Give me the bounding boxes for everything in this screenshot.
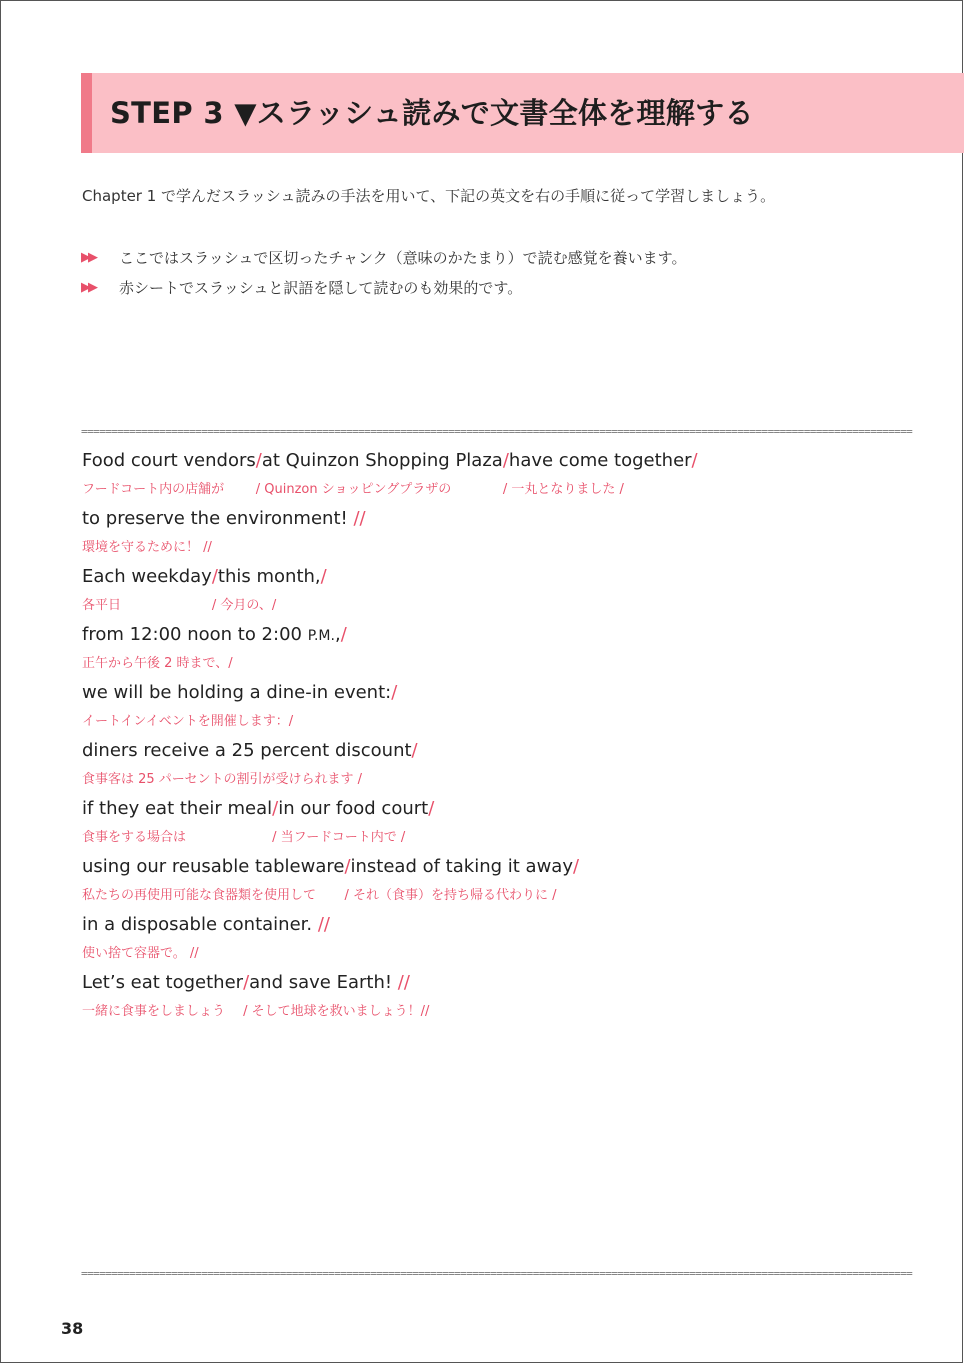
bullet-text: ここではスラッシュで区切ったチャンク（意味のかたまり）で読む感覚を養います。: [119, 249, 687, 267]
page-number: 38: [61, 1319, 84, 1338]
english-chunk: using our reusable tableware: [82, 856, 345, 877]
japanese-gloss: / 今月の、/: [211, 598, 277, 613]
english-chunk: to preserve the environment!: [82, 508, 354, 529]
english-chunk: if they eat their meal: [82, 798, 273, 819]
english-chunk: have come together: [508, 450, 692, 471]
slash-mark: /: [502, 450, 509, 471]
english-line: [82, 738, 698, 764]
japanese-gloss: / それ（食事）を持ち帰る代わりに /: [344, 888, 557, 903]
japanese-gloss-line: [82, 822, 698, 854]
japanese-gloss: 食事をする場合は: [82, 830, 187, 845]
japanese-gloss-line: [82, 648, 698, 680]
japanese-gloss: 私たちの再使用可能な食器類を使用して: [82, 888, 317, 903]
slash-mark: /: [344, 856, 351, 877]
english-chunk: we will be holding a dine-in event:: [82, 682, 392, 703]
english-chunk: ,: [334, 624, 341, 645]
slash-mark: /: [572, 856, 580, 877]
english-line: [82, 912, 698, 938]
japanese-gloss: / そして地球を救いましょう！//: [243, 1004, 430, 1019]
english-chunk: in a disposable container.: [82, 914, 318, 935]
bullet-item: [81, 277, 522, 298]
slash-mark: /: [340, 624, 347, 645]
japanese-gloss: フードコート内の店舗が: [82, 482, 225, 497]
english-chunk: from 12:00 noon to 2:00: [82, 624, 308, 645]
step-title-bar: [81, 73, 964, 153]
english-line: [82, 680, 698, 706]
slash-mark: /: [243, 972, 250, 993]
slash-mark: /: [411, 740, 418, 761]
slash-mark: /: [272, 798, 279, 819]
japanese-gloss: / 一丸となりました /: [502, 482, 624, 497]
english-chunk: Let’s eat together: [82, 972, 244, 993]
english-chunk: Food court vendors: [82, 450, 256, 471]
japanese-gloss-line: [82, 880, 698, 912]
english-chunk: at Quinzon Shopping Plaza: [261, 450, 503, 471]
top-divider: ==========================================================================================================================================: [81, 425, 913, 438]
japanese-gloss: 各平日: [82, 598, 122, 613]
english-line: [82, 970, 698, 996]
slash-mark: /: [428, 798, 435, 819]
japanese-gloss: 食事客は 25 パーセントの割引が受けられます /: [82, 772, 363, 787]
japanese-gloss: 正午から午後 2 時まで、/: [82, 656, 233, 671]
slash-mark: /: [255, 450, 262, 471]
english-chunk: diners receive a 25 percent discount: [82, 740, 412, 761]
double-triangle-icon: ▶▶: [81, 280, 95, 295]
japanese-gloss-line: [82, 996, 698, 1028]
english-line: [82, 564, 698, 590]
japanese-gloss: イートインイベントを開催します：/: [82, 714, 294, 729]
english-chunk: Each weekday: [82, 566, 212, 587]
slash-reading-text: [82, 448, 698, 1028]
japanese-gloss-line: [82, 764, 698, 796]
bottom-divider: ==========================================================================================================================================: [81, 1267, 913, 1280]
page-title: STEP 3 ▼スラッシュ読みで文書全体を理解する: [110, 96, 754, 130]
english-chunk: P.M.: [307, 628, 335, 644]
english-line: [82, 506, 698, 532]
english-line: [82, 854, 698, 880]
japanese-gloss: 一緒に食事をしましょう: [82, 1004, 226, 1019]
japanese-gloss-line: [82, 474, 698, 506]
japanese-gloss-line: [82, 590, 698, 622]
english-chunk: instead of taking it away: [350, 856, 573, 877]
slash-mark: /: [320, 566, 327, 587]
slash-mark: /: [211, 566, 218, 587]
english-line: [82, 622, 698, 648]
english-line: [82, 448, 698, 474]
slash-mark: /: [391, 682, 398, 703]
slash-mark: //: [353, 508, 366, 529]
japanese-gloss-line: [82, 938, 698, 970]
slash-mark: //: [397, 972, 410, 993]
english-chunk: and save Earth!: [249, 972, 398, 993]
english-line: [82, 796, 698, 822]
bullet-text: 赤シートでスラッシュと訳語を隠して読むのも効果的です。: [119, 279, 523, 297]
japanese-gloss: / Quinzon ショッピングプラザの: [255, 482, 452, 497]
english-chunk: in our food court: [278, 798, 429, 819]
japanese-gloss: / 当フードコート内で /: [272, 830, 406, 845]
slash-mark: //: [317, 914, 330, 935]
bullet-item: [81, 247, 686, 268]
intro-text: Chapter 1 で学んだスラッシュ読みの手法を用いて、下記の英文を右の手順に従って学習しましょう。: [82, 187, 776, 205]
slash-mark: /: [691, 450, 698, 471]
japanese-gloss-line: [82, 532, 698, 564]
japanese-gloss: 環境を守るために！ //: [82, 540, 212, 555]
japanese-gloss-line: [82, 706, 698, 738]
english-chunk: this month,: [217, 566, 321, 587]
japanese-gloss: 使い捨て容器で。 //: [82, 946, 199, 961]
double-triangle-icon: ▶▶: [81, 250, 95, 265]
